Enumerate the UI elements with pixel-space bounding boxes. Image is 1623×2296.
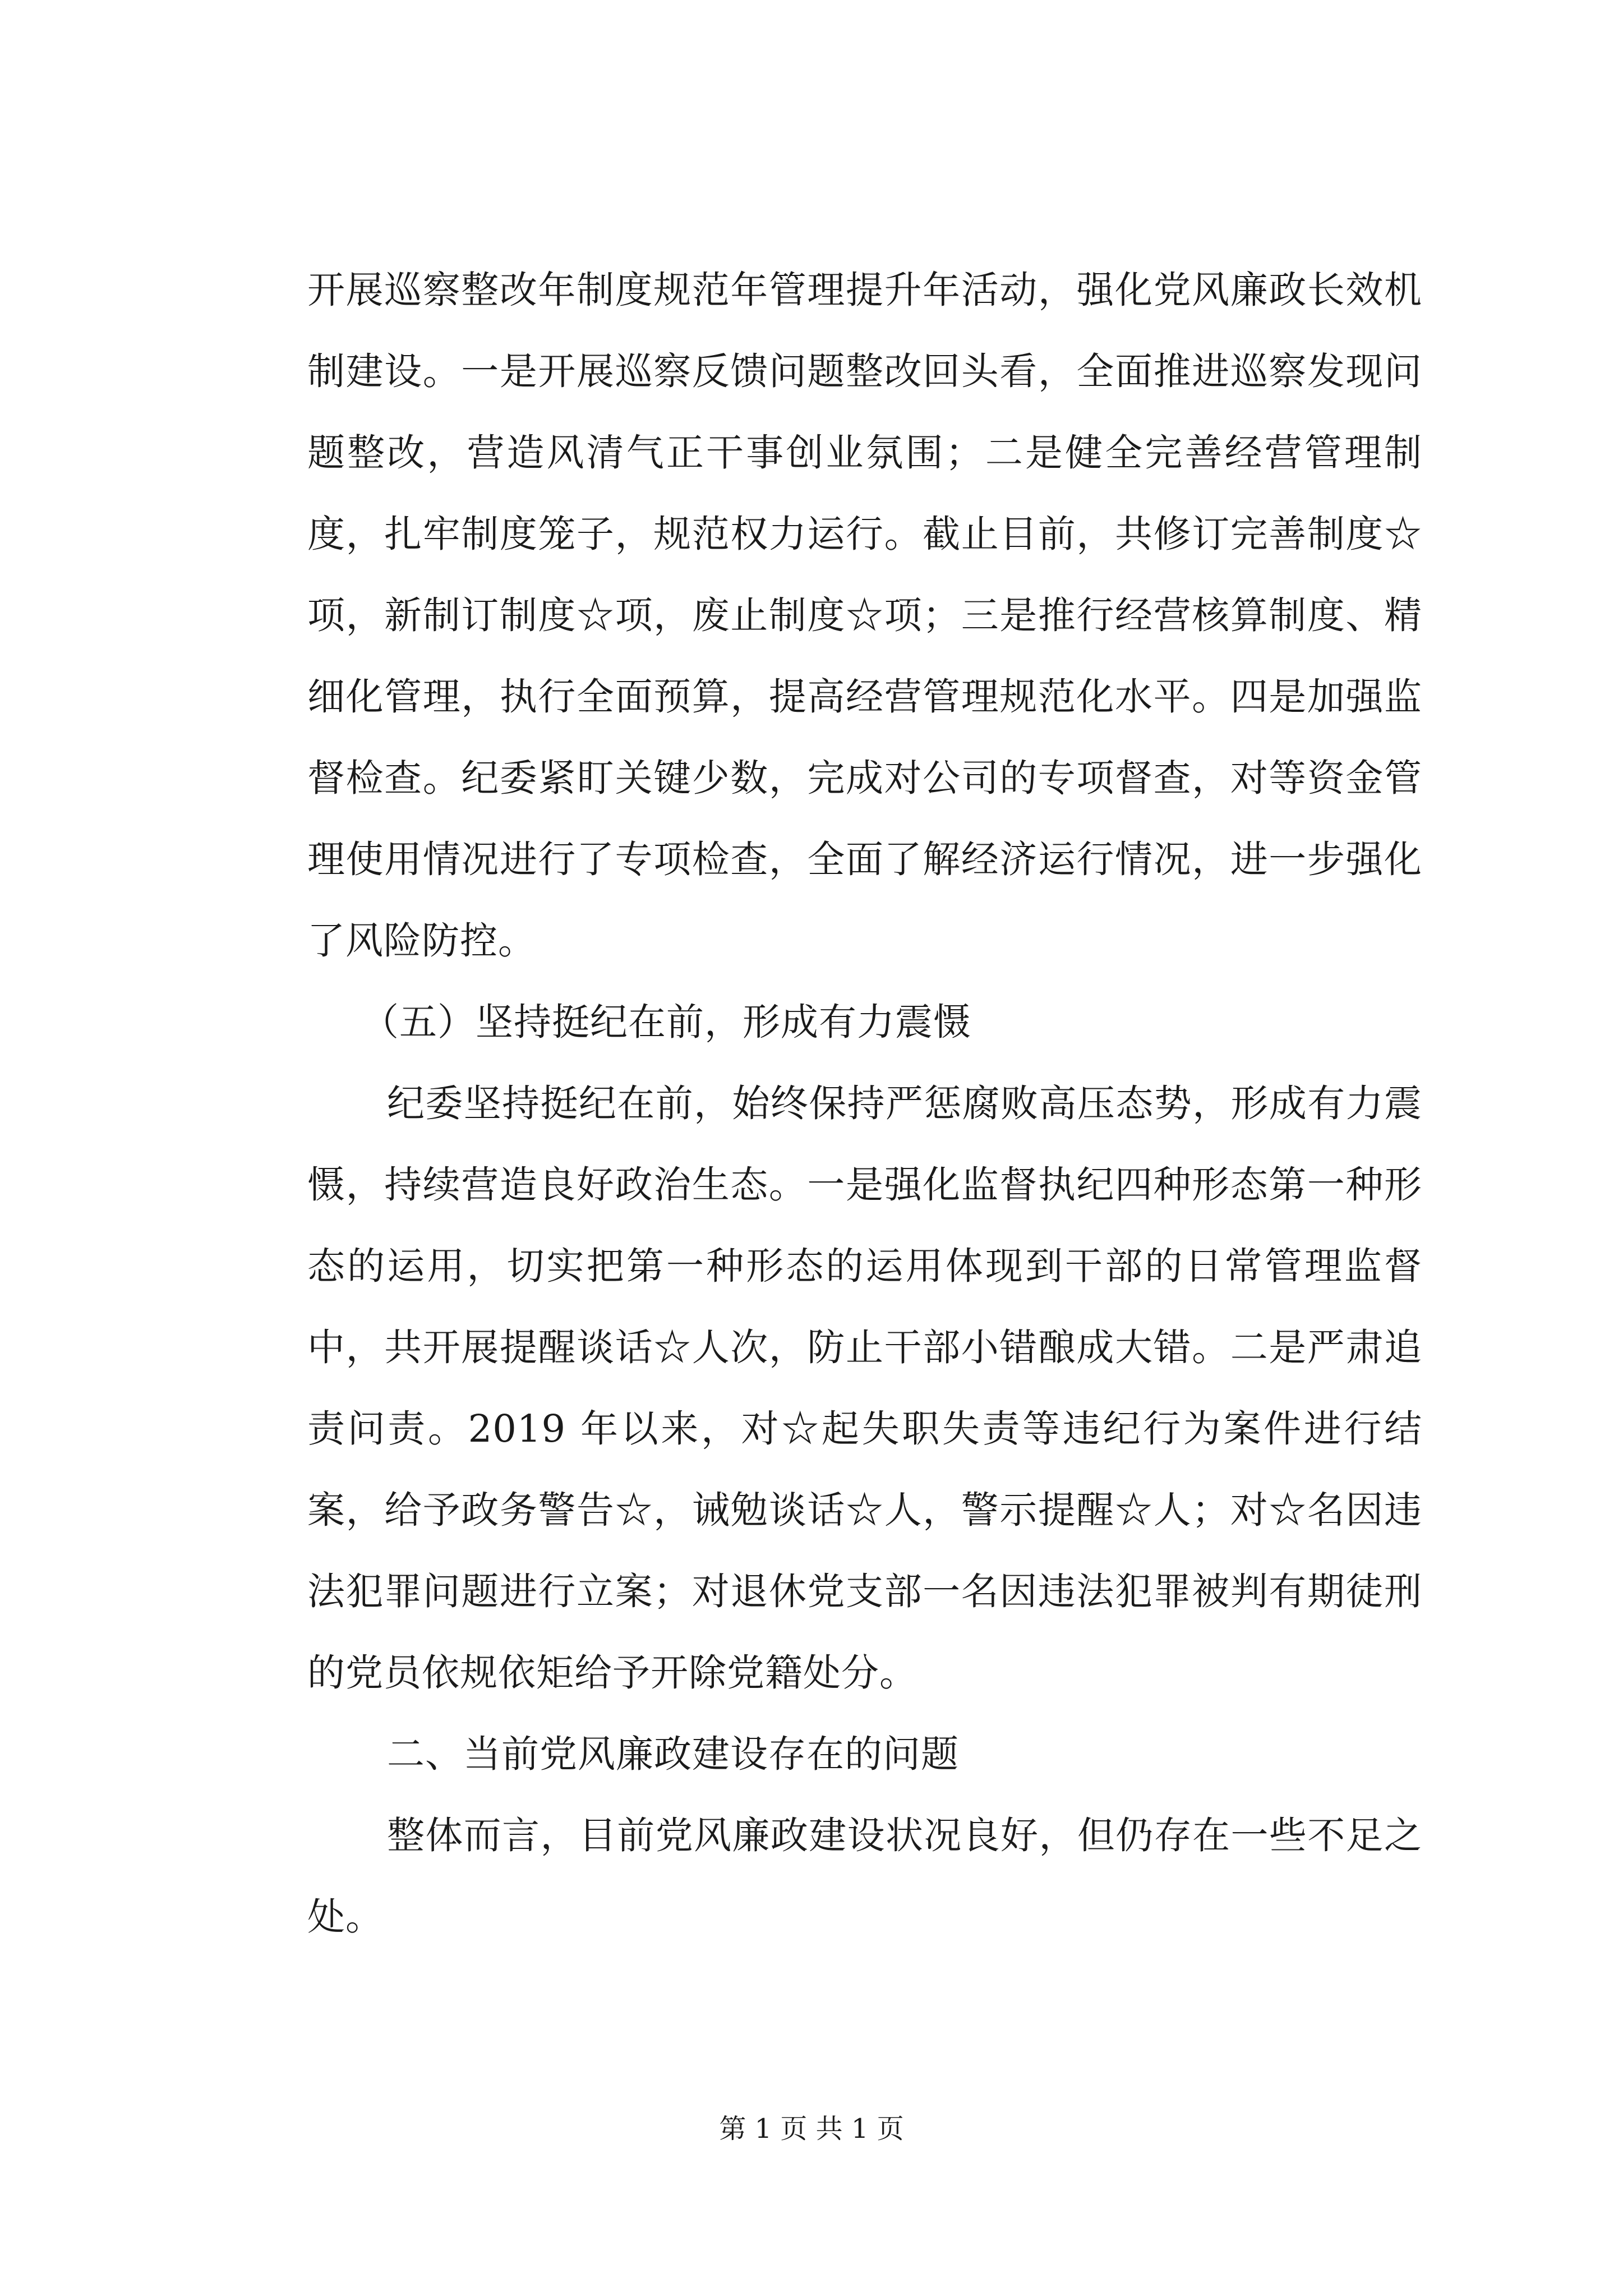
paragraph-overall-assessment: 整体而言，目前党风廉政建设状况良好，但仍存在一些不足之处。 [307, 1814, 1422, 1939]
page-number-footer: 第 1 页 共 1 页 [719, 2113, 904, 2145]
paragraph-discipline: 纪委坚持挺纪在前，始终保持严惩腐败高压态势，形成有力震慑，持续营造良好政治生态。一是强化监督执纪四种形态第一种形态的运用，切实把第一种形态的运用体现到干部的日常管理监督中，共开展提醒谈话☆人次，防止干部小错酿成大错。二是严肃追责问责。2019 年以来，对☆起失职失责等违纪行为案件进行结案，给予政务警告☆，诫勉谈话☆人，警示提醒☆人；对☆名因违法犯罪问题进行立案；对退休党支部一名因违法犯罪被判有期徒刑的党员依规依矩给予开除党籍处分。 [307, 1082, 1422, 1695]
paragraph-inspection-rectification: 开展巡察整改年制度规范年管理提升年活动，强化党风廉政长效机制建设。一是开展巡察反馈问题整改回头看，全面推进巡察发现问题整改，营造风清气正干事创业氛围；二是健全完善经营管理制度，扎牢制度笼子，规范权力运行。截止目前，共修订完善制度☆项，新制订制度☆项，废止制度☆项；三是推行经营核算制度、精细化管理，执行全面预算，提高经营管理规范化水平。四是加强监督检查。纪委紧盯关键少数，完成对公司的专项督查，对等资金管理使用情况进行了专项检查，全面了解经济运行情况，进一步强化了风险防控。 [307, 268, 1422, 963]
section-heading-2: 二、当前党风廉政建设存在的问题 [387, 1732, 959, 1776]
section-heading-5: （五）坚持挺纪在前，形成有力震慑 [361, 1000, 971, 1044]
document-body [307, 250, 1422, 1958]
